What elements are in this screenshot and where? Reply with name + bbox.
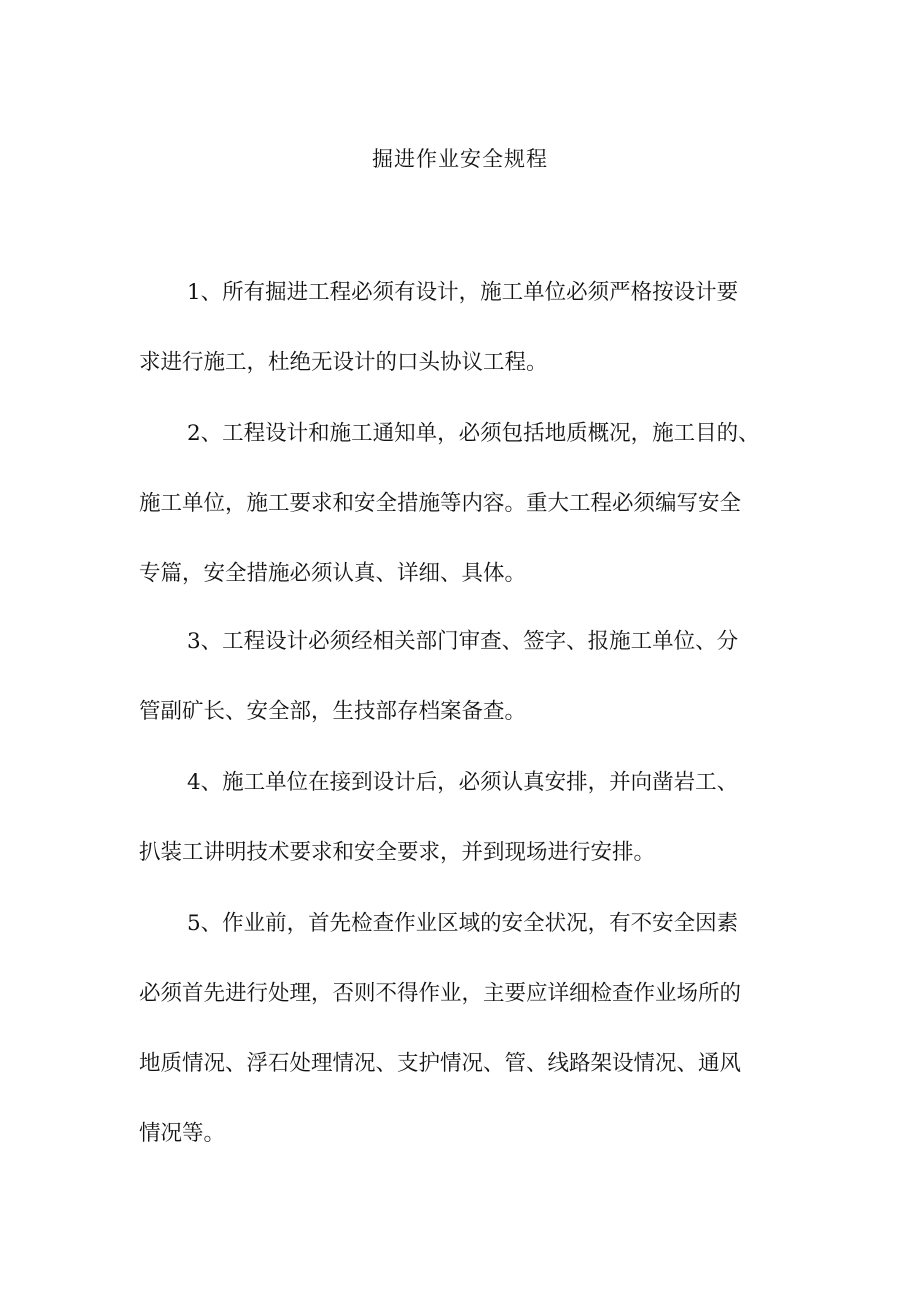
paragraph-line: 必须首先进行处理，否则不得作业，主要应详细检查作业场所的 bbox=[139, 981, 742, 1006]
paragraph-line: 施工单位，施工要求和安全措施等内容。重大工程必须编写安全 bbox=[139, 491, 742, 516]
paragraph-3 bbox=[139, 607, 799, 747]
paragraph-line: 求进行施工，杜绝无设计的口头协议工程。 bbox=[139, 350, 548, 375]
paragraph-line: 4、施工单位在接到设计后，必须认真安排，并向凿岩工、 bbox=[187, 770, 739, 795]
paragraph-1 bbox=[139, 258, 799, 398]
paragraph-5 bbox=[139, 889, 799, 1169]
paragraph-4 bbox=[139, 748, 799, 888]
document-title: 掘进作业安全规程 bbox=[372, 147, 548, 171]
paragraph-line: 3、工程设计必须经相关部门审查、签字、报施工单位、分 bbox=[187, 629, 739, 654]
paragraph-line: 1、所有掘进工程必须有设计，施工单位必须严格按设计要 bbox=[187, 280, 739, 305]
paragraph-line: 管副矿长、安全部，生技部存档案备查。 bbox=[139, 699, 527, 724]
paragraph-2 bbox=[139, 399, 799, 609]
paragraph-line: 5、作业前，首先检查作业区域的安全状况，有不安全因素 bbox=[187, 911, 739, 936]
paragraph-line: 2、工程设计和施工通知单，必须包括地质概况，施工目的、 bbox=[187, 421, 760, 446]
paragraph-line: 专篇，安全措施必须认真、详细、具体。 bbox=[139, 561, 527, 586]
paragraph-line: 情况等。 bbox=[139, 1121, 226, 1146]
paragraph-line: 扒装工讲明技术要求和安全要求，并到现场进行安排。 bbox=[139, 840, 656, 865]
paragraph-line: 地质情况、浮石处理情况、支护情况、管、线路架设情况、通风 bbox=[139, 1051, 742, 1076]
